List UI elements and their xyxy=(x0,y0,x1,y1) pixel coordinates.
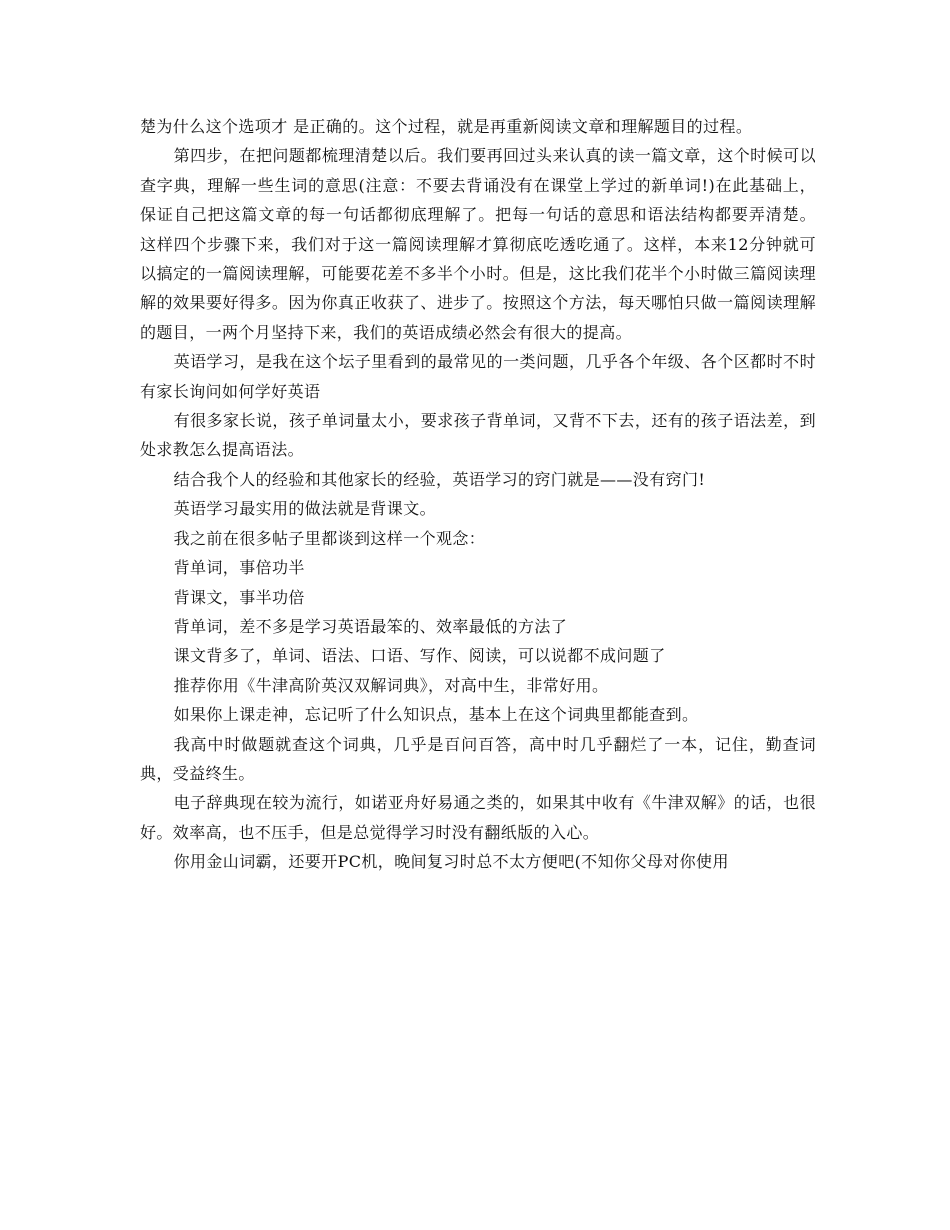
paragraph-7: 我之前在很多帖子里都谈到这样一个观念： xyxy=(173,528,486,548)
paragraph-13: 如果你上课走神，忘记听了什么知识点，基本上在这个词典里都能查到。 xyxy=(173,705,699,725)
paragraph-10: 背单词，差不多是学习英语最笨的、效率最低的方法了 xyxy=(173,616,568,636)
paragraph-2: 第四步，在把问题都梳理清楚以后。我们要再回过头来认真的读一篇文章，这个时候可以查字典，理解一些生词的意思(注意：不要去背诵没有在课堂上学过的新单词!)在此基础上，保证自己把这篇文章的每一句话都彻底理解了。把每一句话的意思和语法结构都要弄清楚。 这样四个步骤下来，我们对于这一篇阅读理解才算彻底吃透吃通了。这样，本来12分钟就可以搞定的一篇阅读理解，可能要花差不多半个小时。但是，这比我们花半个小时做三篇阅读理解的效果要好得多。因为你真正收获了、进步了。按照这个方法，每天哪怕只做一篇阅读理解的题目，一两个月坚持下来，我们的英语成绩必然会有很大的提高。 xyxy=(140,146,816,342)
paragraph-4: 有很多家长说，孩子单词量太小，要求孩子背单词，又背不下去，还有的孩子语法差，到处求教怎么提高语法。 xyxy=(140,411,816,460)
paragraph-11: 课文背多了，单词、语法、口语、写作、阅读，可以说都不成问题了 xyxy=(173,646,666,666)
paragraph-5: 结合我个人的经验和其他家长的经验，英语学习的窍门就是——没有窍门! xyxy=(173,469,706,489)
paragraph-1: 楚为什么这个选项才 是正确的。这个过程，就是再重新阅读文章和理解题目的过程。 xyxy=(140,117,753,136)
document-page xyxy=(140,112,816,877)
paragraph-9: 背课文，事半功倍 xyxy=(173,587,305,607)
paragraph-6: 英语学习最实用的做法就是背课文。 xyxy=(173,499,436,519)
paragraph-15: 电子辞典现在较为流行，如诺亚舟好易通之类的，如果其中收有《牛津双解》的话，也很好。效率高，也不压手，但是总觉得学习时没有翻纸版的入心。 xyxy=(140,793,816,842)
paragraph-3: 英语学习，是我在这个坛子里看到的最常见的一类问题，几乎各个年级、各个区都时不时有家长询问如何学好英语 xyxy=(140,352,816,401)
paragraph-8: 背单词，事倍功半 xyxy=(173,558,305,578)
paragraph-14: 我高中时做题就查这个词典，几乎是百问百答，高中时几乎翻烂了一本，记住，勤查词典，受益终生。 xyxy=(140,734,816,783)
paragraph-12: 推荐你用《牛津高阶英汉双解词典》，对高中生，非常好用。 xyxy=(173,675,609,695)
paragraph-16: 你用金山词霸，还要开PC机，晚间复习时总不太方便吧(不知你父母对你使用 xyxy=(173,852,729,872)
